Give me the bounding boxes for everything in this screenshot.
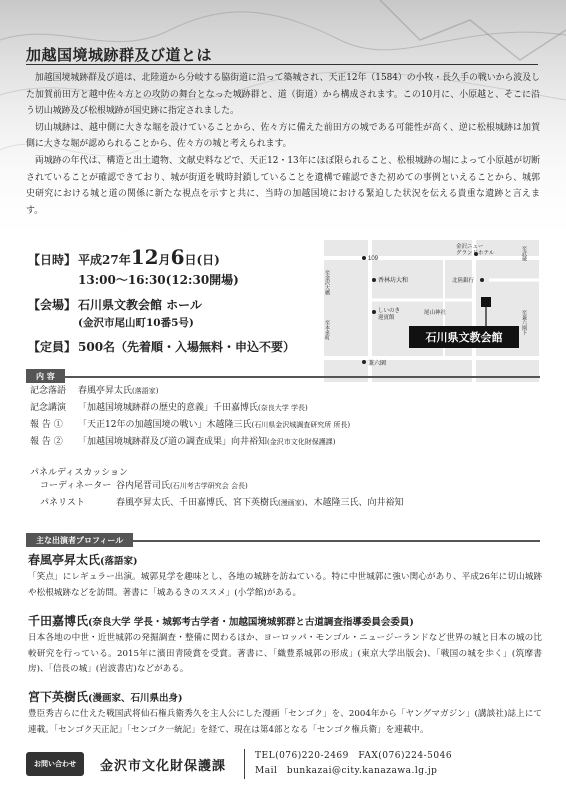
map-point-shinonome (372, 310, 376, 314)
program-note: (石川県金沢城調査研究所 所長) (251, 421, 351, 429)
page-title: 加越国境城跡群及び道とは (26, 46, 213, 64)
profile-body: 日本各地の中世・近世城郭の発掘調査・整備に関わるほか、ヨーロッパ・モンゴル・ニュージーランドなど世界の城と日本の城の比較研究を行っている。2015年に濱田青陵賞を受賞。著書に、「織豊系城郭の形成」(東京大学出版会)、「戦国の城を歩く」(筑摩書房)、「信長の城」(岩波書店)などがある。 (28, 633, 542, 675)
program-text: 「加越国境城跡群の歴史的意義」千田嘉博氏 (78, 403, 259, 413)
program-note: (奈良大学 学長) (258, 404, 308, 412)
intro-paragraph: 切山城跡は、越中側に大きな堀を設けていることから、佐々方に備えた前田方の城である可能性が高く、逆に松根城跡は加賀側に大きな堀が認められることから、佐々方の城と考えられます。 (26, 122, 540, 150)
intro-text (26, 70, 540, 219)
contact-phone-fax[interactable]: TEL(076)220-2469 FAX(076)224-5046 (255, 751, 453, 761)
map-label-kinshoku: 香林坊大和 (378, 278, 409, 284)
capacity-row (28, 338, 308, 355)
map-label-109: 109 (368, 256, 379, 262)
footer-divider (244, 749, 245, 779)
date-mid: 月 (158, 253, 171, 267)
map-label-bank: 北陸銀行 (452, 278, 475, 284)
contact-org: 金沢市文化財保護課 (100, 758, 227, 774)
venue-row (28, 296, 308, 313)
profile-role: (漫画家、石川県出身) (88, 693, 183, 704)
profile-block (28, 612, 542, 678)
panel-row (40, 495, 404, 512)
section-profile-tag: 主な出演者プロフィール (26, 533, 133, 547)
intro-paragraph: 両城跡の年代は、構造と出土遺物、文献史料などで、天正12・13年にほぼ限られること、松根城跡の堀によって小原越が切断されていることが確認できており、城が街道を戦時封鎖していることを遺構で確認できた初めての事例といえることから、城郭史研究における城と道の関係に新たな視点を示すと共に、当時の加越国境における緊迫した状況を伝える貴重な遺跡と言えます。 (26, 155, 540, 216)
profile-name: 春風亭昇太氏 (28, 553, 101, 567)
capacity-label: 【定員】 (28, 340, 77, 354)
profile-name-line (28, 688, 542, 705)
map-point-109 (362, 256, 366, 260)
section-program-header (26, 364, 540, 381)
map-label-ote: 至兼六園下 (521, 310, 527, 335)
panel-row (40, 478, 404, 495)
date-label: 【日時】 (28, 253, 77, 267)
panel-text: 春風亭昇太氏、千田嘉博氏、宮下英樹氏 (116, 498, 279, 508)
profile-block (28, 551, 542, 601)
program-item (30, 400, 544, 417)
panel-tail: 、木越隆三氏、向井裕知 (304, 498, 404, 508)
contact-tag: お問い合わせ (26, 752, 84, 776)
program-note: (金沢市文化財保護課) (267, 438, 336, 446)
venue-name: 石川県文教会館 ホール (78, 298, 202, 312)
map-point-bank (480, 278, 484, 282)
profile-role: (落語家) (100, 556, 138, 567)
program-label: 記念講演 (30, 403, 67, 413)
profile-name: 宮下英樹氏 (28, 690, 89, 704)
venue-label: 【会場】 (28, 298, 77, 312)
program-label: 記念落語 (30, 386, 67, 396)
date-prefix: 平成27年 (78, 253, 131, 267)
map-label-musashi: 至武蔵 (521, 246, 527, 261)
profile-body: 豊臣秀吉らに仕えた戦国武将仙石権兵衛秀久を主人公にした漫画「センゴク」を、2004年から「ヤングマガジン」(講談社)誌上にて連載。「センゴク天正記」「センゴク一統記」を経て、現在は第4部となる「センゴク権兵衛」を連載中。 (28, 709, 542, 735)
map-label-oyama: 尾山神社 (424, 310, 447, 316)
map-label-hotel: 金沢ニューグランドホテル (456, 244, 495, 257)
contact-details (255, 749, 452, 779)
profile-name: 千田嘉博氏 (28, 614, 89, 628)
section-program-tag: 内 容 (26, 369, 65, 383)
panel-title: パネルディスカッション (30, 468, 129, 478)
program-text: 「加越国境城跡群及び道の調査成果」向井裕知 (78, 437, 268, 447)
panel-note: (漫画家) (278, 499, 305, 507)
intro-paragraph: 加越国境城跡群及び道は、北陸道から分岐する脇街道に沿って築城され、天正12年（1584）の小牧・長久手の戦いから波及した加賀前田方と越中佐々方との攻防の舞台となった城跡群と、道（街道）から構成されます。この10月に、小原越と、そこに沿う切山城跡及び松根城跡が国史跡に指定されました。 (26, 73, 540, 117)
program-text: 「天正12年の加越国境の戦い」木越隆三氏 (78, 420, 252, 430)
capacity-text: 500名（先着順・入場無料・申込不要） (78, 340, 296, 354)
venue-callout-text: 石川県文教会館 (425, 332, 503, 344)
profile-name-line (28, 551, 542, 568)
date-row (28, 245, 308, 269)
map-label-shinonome: しいのき迎賓館 (378, 308, 401, 321)
footer-contact (26, 749, 540, 779)
panel-note: (石川考古学研究会 会長) (170, 482, 248, 490)
title-rule (26, 64, 538, 65)
access-map (324, 240, 539, 382)
program-item (30, 434, 544, 451)
date-suffix: 日(日) (184, 253, 220, 267)
venue-marker (481, 297, 491, 307)
map-label-kanazawa-st: 至本多町 (324, 320, 330, 340)
venue-address: (金沢市尾山町10番5号) (78, 317, 194, 329)
profile-name-line (28, 612, 542, 629)
program-list (30, 383, 544, 451)
profile-body: 「笑点」にレギュラー出演。城郭見学を趣味とし、各地の城跡を訪ねている。特に中世城郭に強い関心があり、平成26年に切山城跡や松根城跡などを訪問。著書に「城あるきのススメ」(小学館)がある。 (28, 572, 542, 598)
event-time: 13:00～16:30(12:30開場) (78, 273, 239, 287)
date-month: 12 (130, 245, 159, 269)
program-item (30, 383, 544, 400)
date-day: 6 (170, 245, 185, 269)
program-note: (落語家) (132, 387, 159, 395)
panel-label: コーディネーター (40, 481, 112, 491)
panel-text: 谷内尾晋司氏 (116, 481, 171, 491)
event-info (28, 245, 308, 355)
profile-block (28, 688, 542, 738)
contact-mail[interactable]: Mail bunkazai@city.kanazawa.lg.jp (255, 766, 438, 776)
program-label: 報 告 ② (30, 437, 63, 447)
panel-label: パネリスト (40, 498, 85, 508)
program-item (30, 417, 544, 434)
profile-role: (奈良大学 学長・城郭考古学者・加越国境城郭群と古道調査指導委員会委員) (88, 617, 414, 628)
panel-list (40, 478, 404, 512)
map-point-kinshoku (372, 278, 376, 282)
map-label-kenrokuen: 兼六園 (368, 361, 387, 367)
program-label: 報 告 ① (30, 420, 63, 430)
program-text: 春風亭昇太氏 (78, 386, 133, 396)
section-profile-header (26, 528, 540, 545)
map-label-jinja: 至金沢大橋 (324, 270, 330, 295)
